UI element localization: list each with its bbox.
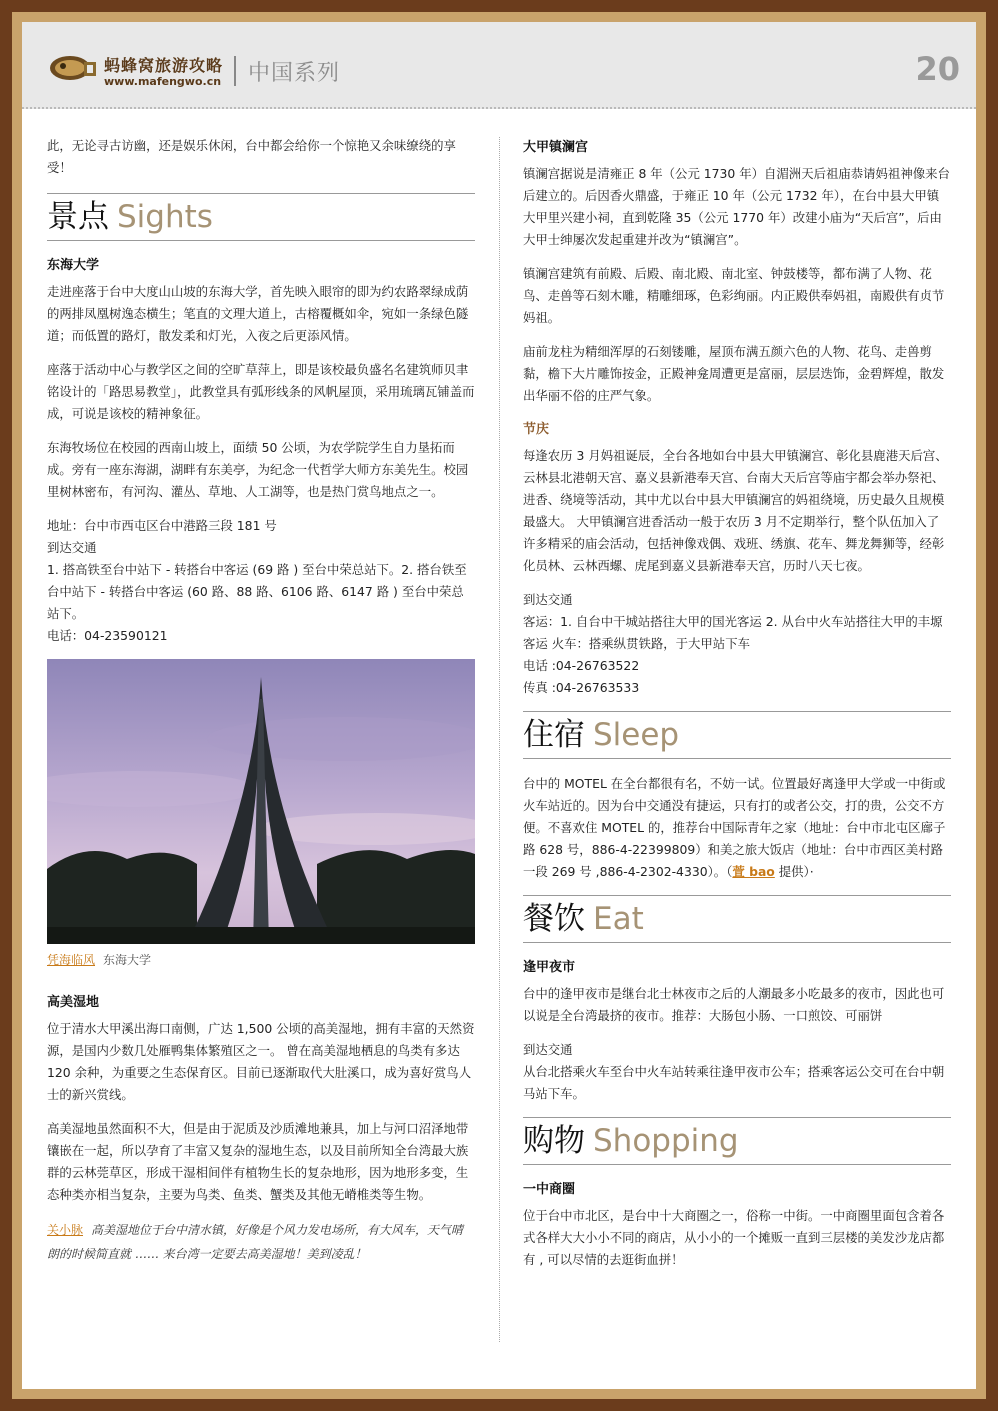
series-title: 中国系列 bbox=[248, 61, 341, 86]
section-title-shopping bbox=[523, 1117, 951, 1165]
dajia-paragraph-1: 镇澜宫据说是清雍正 8 年（公元 1730 年）自湄洲天后祖庙恭请妈祖神像来台后建立的。后因香火鼎盛，于雍正 10 年（公元 1732 年），在台中县大甲镇大甲里兴建小祠，直到乾隆 35（公元 1770 年）改建小庙为“天后宫”，后由大甲士绅屡次发起重建并改为“镇澜宫”。 bbox=[523, 166, 950, 247]
place-name-gaomei: 高美湿地 bbox=[47, 995, 100, 1010]
page-header bbox=[22, 22, 976, 109]
gaomei-paragraph-2: 高美湿地虽然面积不大，但是由于泥质及沙质滩地兼具，加上与河口沼泽地带镶嵌在一起，所以孕育了丰富又复杂的湿地生态，以及目前所知全台湾最大族群的云林莞草区，形成干湿相间伴有植物生长的复杂地形，因为地形多变，生态种类亦相当复杂，主要为鸟类、鱼类、蟹类及其他无嵴椎类等生物。 bbox=[47, 1121, 469, 1202]
donghai-paragraph-3: 东海牧场位在校园的西南山坡上，面绩 50 公顷，为农学院学生自力垦拓而成。旁有一座东海湖，湖畔有东美亭，为纪念一代哲学大师方东美先生。校园里树林密布，有河沟、灌丛、草地、人工湖等，也是热门赏鸟地点之一。 bbox=[47, 440, 469, 499]
column-divider bbox=[499, 137, 501, 1342]
sleep-credit-suffix: 提供）· bbox=[774, 864, 814, 879]
note-credit-link[interactable]: 关小脉 bbox=[47, 1223, 84, 1237]
header-divider bbox=[234, 56, 236, 86]
place-name-dajia: 大甲镇澜宫 bbox=[523, 140, 589, 155]
page-number: 20 bbox=[915, 50, 960, 88]
section-title-eat bbox=[523, 895, 951, 943]
sleep-body: 台中的 MOTEL 在全台都很有名，不妨一试。位置最好离逢甲大学或一中街或火车站近的。因为台中交通没有捷运，只有打的或者公交，打的贵，公交不方便。不喜欢住 MOTEL 的，推荐台中国际青年之家（地址：台中市北屯区廍子路 628 号，886-4-22399809）和美之旅大饭店（地址：台中市西区美村路一段 269 号 ,886-4-2302-4330）。（ bbox=[523, 776, 946, 879]
place-name-fengjia: 逢甲夜市 bbox=[523, 960, 576, 975]
donghai-paragraph-2: 座落于活动中心与教学区之间的空旷草萍上，即是该校最负盛名名建筑师贝聿铭设计的「路思易教堂」，此教堂具有弧形线条的风帆屋顶，采用琉璃瓦铺盖而成，可说是该校的精神象征。 bbox=[47, 362, 475, 421]
donghai-transport-label: 到达交通 bbox=[47, 540, 97, 555]
gaomei-user-note bbox=[47, 1218, 475, 1266]
brand-url[interactable]: www.mafengwo.cn bbox=[104, 75, 222, 88]
intro-text: 此，无论寻古访幽，还是娱乐休闲，台中都会给你一个惊艳又余味缭绕的享受！ bbox=[47, 138, 456, 175]
gaomei-paragraph-1: 位于清水大甲溪出海口南侧，广达 1,500 公顷的高美湿地，拥有丰富的天然资源，是国内少数几处雁鸭集体繁殖区之一。 曾在高美湿地栖息的鸟类有多达 120 余种，为重要之生态保育区。目前已逐渐取代大肚溪口，成为喜好赏鸟人士的新兴赏线。 bbox=[47, 1021, 475, 1102]
note-text: 高美湿地位于台中清水镇，好像是个风力发电场所，有大风车，天气晴朗的时候简直就 …… 来台湾一定要去高美湿地！美到凌乱！ bbox=[47, 1223, 464, 1261]
section-title-sights bbox=[47, 193, 475, 241]
section-title-cn: 住宿 bbox=[523, 717, 585, 753]
eat-text: 台中的逢甲夜市是继台北士林夜市之后的人潮最多小吃最多的夜市，因此也可以说是全台湾最挤的夜市。推荐：大肠包小肠、一口煎饺、可丽饼 bbox=[523, 986, 945, 1023]
left-column bbox=[47, 135, 475, 1266]
section-title-sleep bbox=[523, 711, 951, 759]
section-title-en: Sleep bbox=[593, 717, 680, 753]
section-title-en: Eat bbox=[593, 901, 644, 937]
dajia-transport: 客运：1. 自台中干城站搭往大甲的国光客运 2. 从台中火车站搭往大甲的丰塬客运 火车：搭乘纵贯铁路，于大甲站下车 bbox=[523, 614, 943, 651]
shopping-text: 位于台中市北区，是台中十大商圈之一，俗称一中街。一中商圈里面包含着各式各样大大小小不同的商店，从小小的一个摊贩一直到三层楼的美发沙龙店都有 , 可以尽情的去逛街血拼！ bbox=[523, 1208, 945, 1267]
dajia-phone: 电话 :04-26763522 bbox=[523, 658, 640, 673]
photo-caption bbox=[47, 950, 475, 970]
dajia-paragraph-3: 庙前龙柱为精细浑厚的石刻镂雕，屋顶布满五颜六色的人物、花鸟、走兽剪黏，檐下大片雕饰按金，正殿神龛周遭更是富丽，层层迭饰，金碧辉煌，散发出华丽不俗的庄严气象。 bbox=[523, 344, 945, 403]
photo-credit-link[interactable]: 凭海临风 bbox=[47, 953, 96, 967]
sleep-credit-link[interactable]: 萱 bao bbox=[732, 864, 775, 879]
place-name-yizhong: 一中商圈 bbox=[523, 1182, 576, 1197]
dajia-fax: 传真 :04-26763533 bbox=[523, 680, 640, 695]
section-title-cn: 景点 bbox=[47, 199, 109, 235]
place-name-donghai: 东海大学 bbox=[47, 258, 100, 273]
donghai-transport: 1. 搭高铁至台中站下 - 转搭台中客运 (69 路 ) 至台中荣总站下。2. 搭台铁至台中站下 - 转搭台中客运 (60 路、88 路、6106 路、6147 路 ) 至台中荣总站下。 bbox=[47, 562, 467, 621]
eat-transport-label: 到达交通 bbox=[523, 1042, 573, 1057]
section-title-cn: 购物 bbox=[523, 1123, 585, 1159]
eat-transport: 从台北搭乘火车至台中火车站转乘往逢甲夜市公车；搭乘客运公交可在台中朝马站下车。 bbox=[523, 1064, 945, 1101]
festival-text: 每逢农历 3 月妈祖诞辰，全台各地如台中县大甲镇澜宫、彰化县鹿港天后宫、云林县北港朝天宫、嘉义县新港奉天宫、台南大天后宫等庙宇都会举办祭祀、进香、绕境等活动，其中尤以台中县大甲镇澜宫的妈祖绕境，历史最久且规模最盛大。 大甲镇澜宫进香活动一般于农历 3 月不定期举行，整个队伍加入了许多精采的庙会活动，包括神像戏偶、戏班、绣旗、花车、舞龙舞狮等，经彰化员林、云林西螺、虎尾到嘉义县新港奉天宫，历时八天七夜。 bbox=[523, 448, 948, 573]
dajia-transport-label: 到达交通 bbox=[523, 592, 573, 607]
photo-caption-text: 东海大学 bbox=[103, 953, 152, 967]
section-title-en: Sights bbox=[117, 199, 213, 235]
section-title-en: Shopping bbox=[593, 1123, 739, 1159]
brand-name: 蚂蜂窝旅游攻略 bbox=[104, 56, 224, 75]
page bbox=[22, 22, 976, 1389]
donghai-photo bbox=[47, 659, 475, 944]
donghai-paragraph-1: 走进座落于台中大度山山坡的东海大学，首先映入眼帘的即为约农路翠绿成荫的两排凤凰树逸态横生；笔直的文理大道上，古榕覆概如伞，宛如一条绿色隧道；而低置的路灯，散发柔和灯光，入夜之后更添风情。 bbox=[47, 284, 469, 343]
dajia-paragraph-2: 镇澜宫建筑有前殿、后殿、南北殿、南北室、钟鼓楼等，都布满了人物、花鸟、走兽等石刻木雕，精雕细琢，色彩绚丽。内正殿供奉妈祖，南殿供有贞节妈祖。 bbox=[523, 266, 945, 325]
right-column bbox=[523, 135, 951, 1283]
chapel-photo-image bbox=[47, 659, 475, 944]
sleep-text bbox=[523, 773, 951, 883]
festival-label: 节庆 bbox=[523, 422, 550, 437]
donghai-phone: 电话：04-23590121 bbox=[47, 628, 168, 643]
section-title-cn: 餐饮 bbox=[523, 901, 585, 937]
donghai-address: 地址：台中市西屯区台中港路三段 181 号 bbox=[47, 518, 277, 533]
mafengwo-logo-icon bbox=[48, 52, 98, 82]
